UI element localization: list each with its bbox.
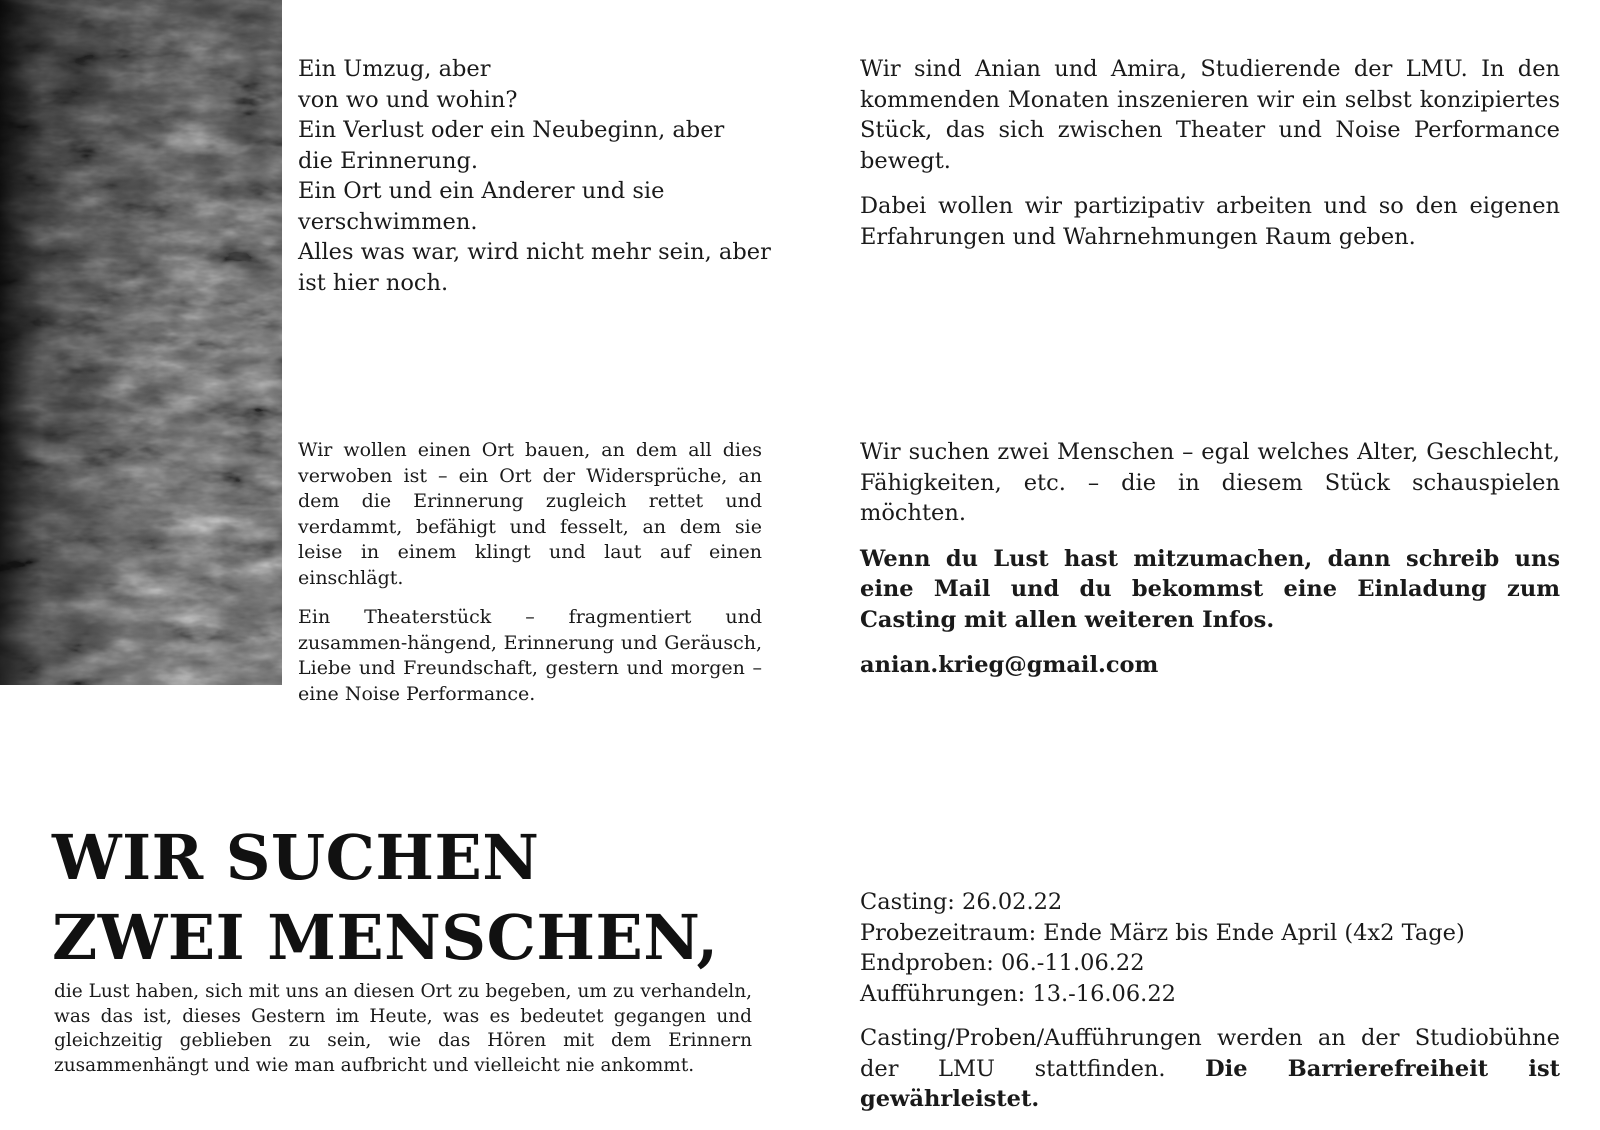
poem xyxy=(298,54,771,298)
poem-line: Alles was war, wird nicht mehr sein, aber xyxy=(298,239,771,265)
call-to-action: Wenn du Lust hast mitzumachen, dann schreib uns eine Mail und du bekommst eine Einladung zum Casting mit allen weiteren Infos. xyxy=(860,545,1560,633)
concept-paragraph: Ein Theaterstück – fragmentiert und zusammen-hängend, Erinnerung und Geräusch, Liebe und Freundschaft, gestern und morgen – eine Noise Performance. xyxy=(298,606,762,705)
search-paragraph: Wir suchen zwei Menschen – egal welches Alter, Geschlecht, Fähigkeiten, etc. – die in diesem Stück schauspielen möchten. xyxy=(860,439,1560,526)
headline-line-1: WIR SUCHEN xyxy=(52,821,540,894)
poem-line: Ein Umzug, aber xyxy=(298,56,491,82)
info-section xyxy=(860,887,1560,1115)
intro-section xyxy=(860,54,1560,267)
performances: Aufführungen: 13.-16.06.22 xyxy=(860,980,1176,1007)
headline-line-2: ZWEI MENSCHEN, xyxy=(52,901,719,974)
contact-email[interactable]: anian.krieg@gmail.com xyxy=(860,652,1159,678)
water-photo xyxy=(0,0,282,685)
poem-line: Ein Verlust oder ein Neubeginn, aber xyxy=(298,117,725,143)
poem-line: Ein Ort und ein Anderer und sie xyxy=(298,178,665,204)
headline xyxy=(52,818,719,978)
poem-line: die Erinnerung. xyxy=(298,147,479,174)
concept-paragraph: Wir wollen einen Ort bauen, an dem all dies verwoben ist – ein Ort der Widersprüche, an dem die Erinnerung zugleich rettet und verdammt, befähigt und fesselt, an dem sie leise in einem klingt und laut auf einen einschlägt. xyxy=(298,439,762,589)
accessibility-note: Die Barrierefreiheit ist gewährleistet. xyxy=(860,1055,1561,1112)
venue-text: Casting/Proben/Aufführungen werden an der Studiobühne der LMU stattfinden. xyxy=(860,1025,1560,1082)
casting-date: Casting: 26.02.22 xyxy=(860,889,1063,915)
poem-line: verschwimmen. xyxy=(298,208,478,235)
final-rehearsals: Endproben: 06.-11.06.22 xyxy=(860,950,1145,976)
intro-paragraph: Wir sind Anian und Amira, Studierende der LMU. In den kommenden Monaten inszenieren wir ein selbst konzipiertes Stück, das sich zwischen Theater und Noise Performance bewegt. xyxy=(860,56,1560,174)
poem-line: ist hier noch. xyxy=(298,269,449,296)
search-section xyxy=(860,437,1560,696)
venue-paragraph xyxy=(860,1023,1560,1115)
headline-subtext: die Lust haben, sich mit uns an diesen Ort zu begeben, um zu verhandeln, was das ist, dieses Gestern im Heute, was es bedeutet gegangen und gleichzeitig geblieben zu sein, wie das Hören mit dem Erinnern zusammenhängt und wie man aufbricht und vielleicht nie ankommt. xyxy=(54,981,752,1076)
poem-line: von wo und wohin? xyxy=(298,86,518,113)
concept-section xyxy=(298,438,762,721)
rehearsal-period: Probezeitraum: Ende März bis Ende April (4x2 Tage) xyxy=(860,919,1465,946)
intro-paragraph: Dabei wollen wir partizipativ arbeiten und so den eigenen Erfahrungen und Wahrnehmungen Raum geben. xyxy=(860,193,1560,250)
